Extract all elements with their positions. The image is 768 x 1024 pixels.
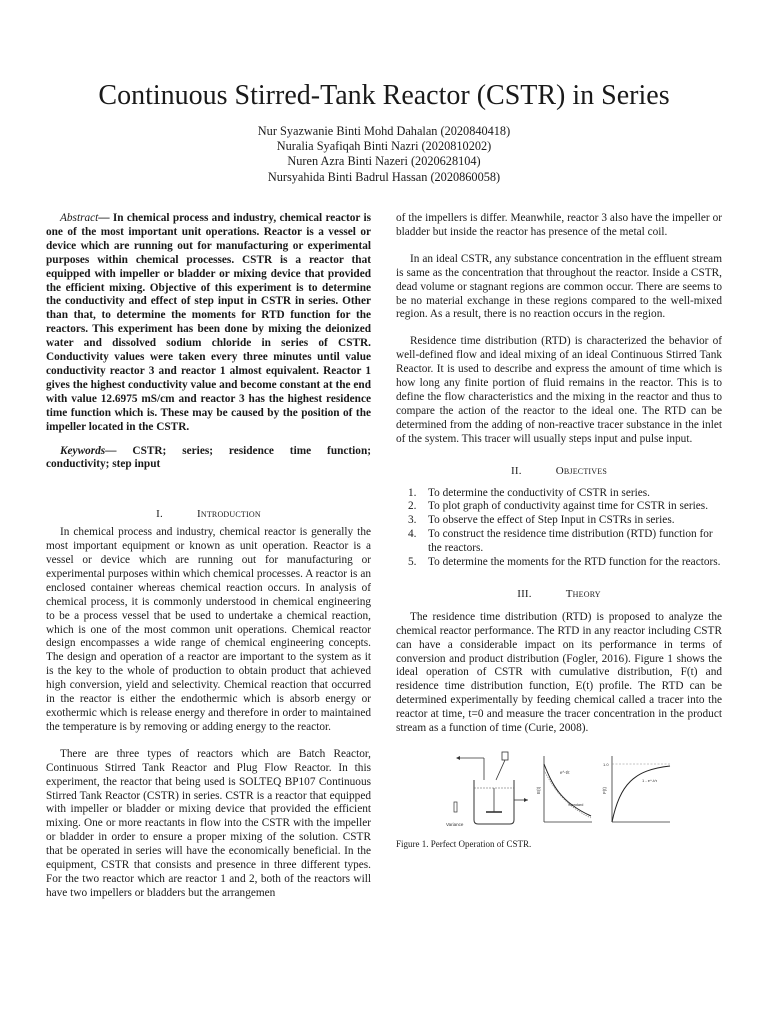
left-column <box>46 212 371 901</box>
intro-paragraph-3: of the impellers is differ. Meanwhile, reactor 3 also have the impeller or bladder but inside the reactor has presence of the metal coil. <box>396 212 722 238</box>
section-title: Introduction <box>196 508 261 521</box>
section-number: I. <box>156 508 163 521</box>
list-number: 5. <box>408 556 417 569</box>
inlet-arrow <box>456 756 460 760</box>
keywords-lead: Keywords— <box>60 444 117 457</box>
abstract-text: In chemical process and industry, chemical reactor is one of the most important unit operations. Reactor is a vessel or device which are running out for manufacturing or experimental purposes within chemical processes. CSTR is a reactor that equipped with impeller or bladder or mixing device that provided the efficient mixing. Objective of this experiment is to determine the conductivity and effect of step input in CSTR in series. Other than that, to determine the moments for RTD function for the reactors. This experiment has been done by mixing the deionized water and dissolved sodium chloride in series of CSTR. Conductivity values were taken every three minutes until value conductivity reactor 3 and reactor 1 almost equivalent. Reactor 1 gives the highest conductivity value and become constant at the end with value 12.6975 mS/cm and reactor 3 has the highest residence time function which is. These may be caused by the position of the impeller located in the CSTR. <box>46 212 371 433</box>
paper-title: Continuous Stirred-Tank Reactor (CSTR) in Series <box>98 80 670 111</box>
f-curve-figure <box>600 750 672 832</box>
abstract <box>46 212 371 435</box>
reactor-label: Variance <box>446 822 464 827</box>
author-line: Nuren Azra Binti Nazeri (2020628104) <box>287 154 481 169</box>
abstract-dash: — <box>98 212 110 224</box>
variance-marker <box>454 802 457 812</box>
section-title: Objectives <box>555 464 607 477</box>
outlet-arrow <box>524 798 528 802</box>
e-y-label: E(t) <box>536 786 541 794</box>
e-curve-label: e^-t/τ <box>560 770 570 775</box>
theory-paragraph-1: The residence time distribution (RTD) is proposed to analyze the chemical reactor performance. The RTD in any reactor including CSTR can have a considerable impact on its performance in terms of conversion and product distribution (Fogler, 2016). Figure 1 shows the ideal operation of CSTR with cumulative distribution, F(t) and residence time distribution function, E(t) profile. The RTD can be determined experimentally by feeding chemical called a tracer into the reactor at time, t=0 and measure the tracer concentration in the product stream as a function of time (Curie, 2008). <box>396 610 722 735</box>
e-curve-standard <box>544 770 591 818</box>
abstract-lead: Abstract <box>60 212 99 224</box>
e-curve-figure <box>536 750 594 832</box>
objectives-list <box>396 487 722 570</box>
list-text: To construct the residence time distribution (RTD) function for the reactors. <box>428 528 713 555</box>
intro-paragraph-2: There are three types of reactors which are Batch Reactor, Continuous Stirred Tank Reactor and Plug Flow Reactor. In this experiment, the reactor that being used is SOLTEQ BP107 Continuous Stirred Tank Reactor (CSTR) in series. CSTR is a reactor that equipped with impeller or bladder or mixing device that provided the efficient mixing. One or more reactants in flow into the CSTR with the impeller or bladder in order to ensure a proper mixing of the solution. CSTR that be operated in series will have the economically beneficial. In the equipment, CSTR that consists and presence in three different types. For the two reactor which are reactor 1 and 2, both of the reactors will have two impellers or bladders but the arrangemen <box>46 747 371 899</box>
author-line: Nursyahida Binti Badrul Hassan (2020860058) <box>267 169 501 184</box>
section-heading-introduction <box>46 508 371 522</box>
list-item <box>396 500 722 514</box>
f-curve-line <box>612 766 670 822</box>
keywords-text: CSTR; series; residence time function; conductivity; step input <box>46 444 371 471</box>
section-heading-objectives <box>396 465 722 479</box>
section-heading-theory <box>396 588 722 602</box>
intro-paragraph-4: In an ideal CSTR, any substance concentration in the effluent stream is same as the concentration that throughout the reactor. Inside a CSTR, dead volume or stagnant regions are common occur. There are seems to be no material exchange in these regions compared to the well-mixed region. As a result, there is no reaction occurs in the region. <box>396 252 722 321</box>
intro-paragraph-1: In chemical process and industry, chemical reactor is generally the most important equipment or known as unit operation. Reactor is a vessel or device which are running out for manufacturing or experimental purposes within which chemical processes. A reactor is an enclosed container whereas chemical reaction occurs. In analysis of chemical process, it is commonly understood in chemical engineering to be a process vessel that be used to undertake a chemical reaction, which is one of the most common unit operations. Chemical reactor design encompasses a wide range of chemical engineering concepts. The design and operation of a reactor are important to the system as it is the key to the whole of production to obtain product that achieved high conversion, yield and selectivity. Chemical reaction that occurred in the reactor is either the endothermic which is absorb energy or exothermic which is release energy and therefore in order to maintained the temperature is by removing or adding energy to the reactor. <box>46 526 371 733</box>
right-column <box>396 212 722 852</box>
f-y-label: F(t) <box>602 787 607 794</box>
motor-box <box>502 752 508 760</box>
section-number: III. <box>517 587 532 600</box>
section-number: II. <box>511 464 522 477</box>
figure-caption: Figure 1. Perfect Operation of CSTR. <box>396 839 532 849</box>
list-text: To determine the conductivity of CSTR in series. <box>428 486 650 499</box>
list-number: 2. <box>408 500 417 513</box>
list-text: To determine the moments for the RTD function for the reactors. <box>428 556 721 569</box>
list-item <box>396 514 722 528</box>
e-curve-note: Standard <box>568 803 584 807</box>
list-item <box>396 528 722 556</box>
author-line: Nuralia Syafiqah Binti Nazri (2020810202) <box>276 139 492 154</box>
list-text: To plot graph of conductivity against time for CSTR in series. <box>428 500 709 513</box>
section-title: Theory <box>565 587 601 600</box>
f-top-tick: 1.0 <box>603 762 609 767</box>
figure-1 <box>396 750 722 832</box>
f-curve-label: 1 - e^-t/τ <box>642 778 658 783</box>
list-item <box>396 487 722 501</box>
list-number: 1. <box>408 486 417 499</box>
intro-paragraph-5: Residence time distribution (RTD) is characterized the behavior of well-defined flow and ideal mixing of an ideal Continuous Stirred Tank Reactor. It is used to describe and express the amount of time which is how long any finite portion of fluid remains in the reactor. This is to define the flow characteristics and the mixing in the reactor and thus to compare the action of the reactor to the ideal one. The RTD can be determined from the adding of non-reactive tracer substance in the inlet of the system. This tracer will usually steps input and pulse input. <box>396 335 722 445</box>
list-text: To observe the effect of Step Input in CSTRs in series. <box>428 514 675 527</box>
stirrer-shaft <box>496 760 505 780</box>
list-number: 3. <box>408 514 417 527</box>
author-list <box>0 124 768 185</box>
cstr-schematic-figure <box>444 750 530 832</box>
author-line: Nur Syazwanie Binti Mohd Dahalan (2020840418) <box>257 124 511 138</box>
keywords <box>46 445 371 473</box>
list-number: 4. <box>408 528 417 541</box>
list-item <box>396 556 722 570</box>
